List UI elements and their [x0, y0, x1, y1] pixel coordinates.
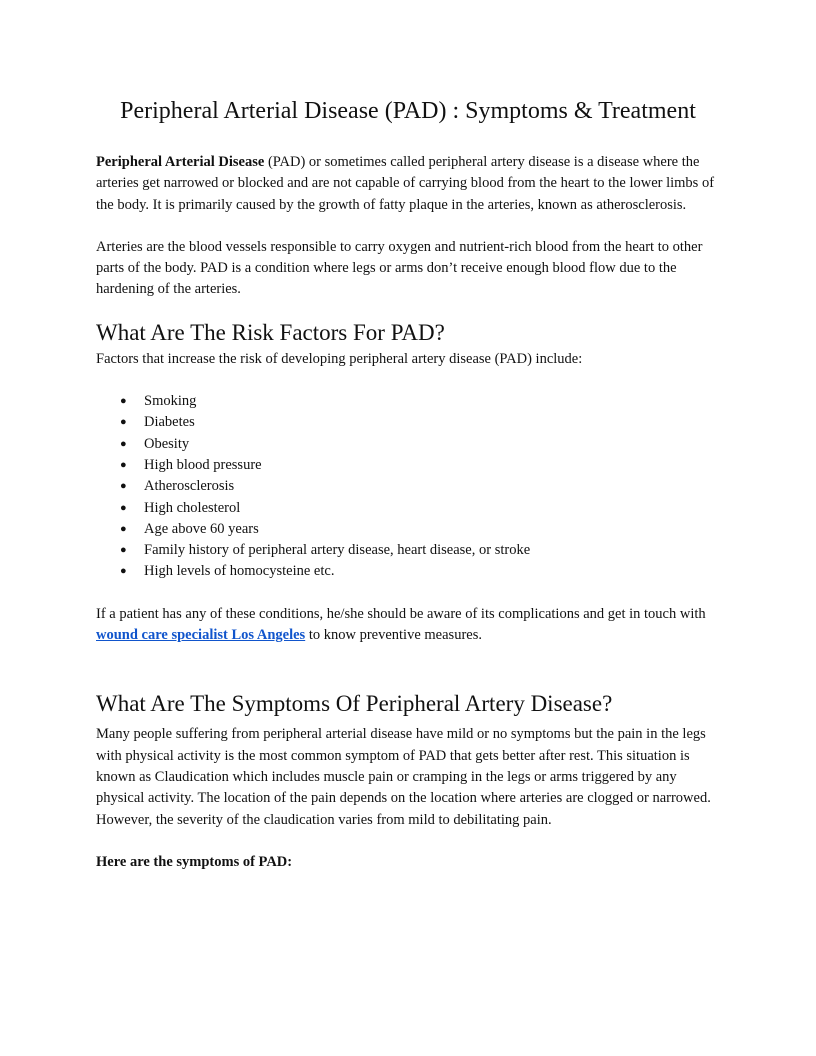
page-title: Peripheral Arterial Disease (PAD) : Symptoms & Treatment: [120, 98, 696, 124]
bullet-icon: ●: [120, 395, 127, 408]
list-item: ● High levels of homocysteine etc.: [96, 561, 720, 582]
bullet-icon: ●: [120, 522, 127, 535]
risk-factors-lead: Factors that increase the risk of developing peripheral artery disease (PAD) include:: [96, 350, 583, 367]
bullet-icon: ●: [120, 416, 127, 429]
symptoms-heading: What Are The Symptoms Of Peripheral Artery Disease?: [96, 691, 613, 717]
symptoms-paragraph: Many people suffering from peripheral arterial disease have mild or no symptoms but the pain in the legs with physical activity is the most common symptom of PAD that gets better after rest. This situation is known as Claudication which includes muscle pain or cramping in the legs or arms triggered by any physical activity. The location of the pain depends on the location where arteries are clogged or narrowed. However, the severity of the claudication varies from mild to debilitating pain.: [96, 726, 711, 828]
list-item: ● Family history of peripheral artery disease, heart disease, or stroke: [96, 540, 720, 561]
list-item: ● High cholesterol: [96, 498, 720, 519]
intro-bold-lead: Peripheral Arterial Disease: [96, 154, 265, 170]
list-item: ● Atherosclerosis: [96, 476, 720, 497]
document-content: [96, 96, 720, 873]
list-item: ● Obesity: [96, 434, 720, 455]
bullet-icon: ●: [120, 565, 127, 578]
bullet-icon: ●: [120, 480, 127, 493]
list-item: ● Age above 60 years: [96, 519, 720, 540]
intro-text: (PAD) or sometimes called peripheral artery disease is a disease where the arteries get narrowed or blocked and are not capable of carrying blood from the heart to the lower limbs of the body. It is primarily caused by the growth of fatty plaque in the arteries, known as atherosclerosis.: [96, 154, 715, 213]
symptoms-subheading: Here are the symptoms of PAD:: [96, 853, 293, 870]
list-item: ● High blood pressure: [96, 455, 720, 476]
bullet-icon: ●: [120, 544, 127, 557]
bullet-icon: ●: [120, 458, 127, 471]
intro-paragraph: [96, 152, 720, 216]
risk-factors-list: [96, 391, 720, 583]
bullet-icon: ●: [120, 437, 127, 450]
bullet-icon: ●: [120, 501, 127, 514]
risk-factors-heading: What Are The Risk Factors For PAD?: [96, 319, 445, 345]
list-item: ● Diabetes: [96, 412, 720, 433]
wound-care-specialist-link[interactable]: wound care specialist Los Angeles: [96, 627, 306, 644]
arteries-paragraph: Arteries are the blood vessels responsible to carry oxygen and nutrient-rich blood from the heart to other parts of the body. PAD is a condition where legs or arms don’t receive enough blood flow due to the hardening of the arteries.: [96, 238, 703, 298]
specialist-paragraph: If a patient has any of these conditions, he/she should be aware of its complications and get in touch with wound care specialist Los Angeles to know preventive measures.: [96, 605, 706, 644]
list-item: ● Smoking: [96, 391, 720, 412]
